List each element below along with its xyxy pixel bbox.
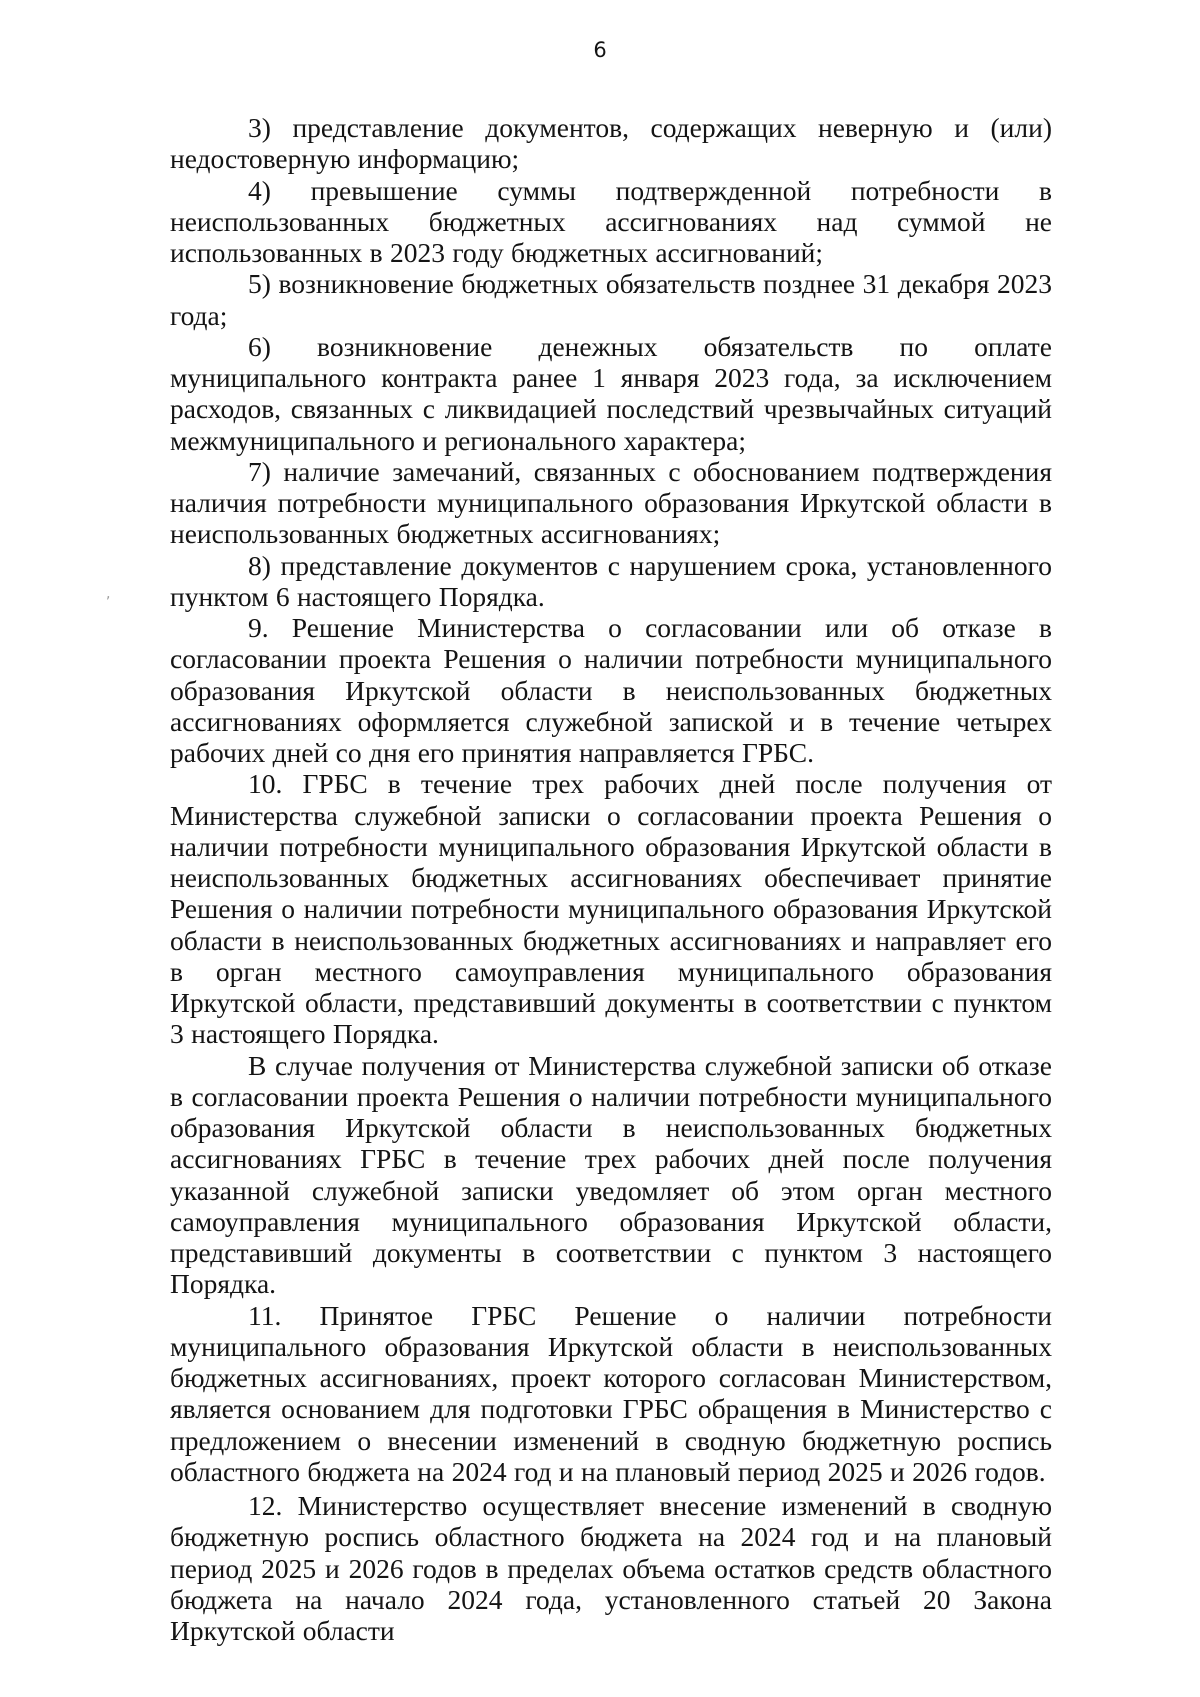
list-item-7: 7) наличие замечаний, связанных с обоснованием подтверждения наличия потребности муниципального образования Иркутской области в неиспользованных бюджетных ассигнованиях; xyxy=(170,455,1052,550)
clause-12: 12. Министерство осуществляет внесение изменений в сводную бюджетную роспись областного бюджета на 2024 год и на плановый период 2025 и 2026 годов в пределах объема остатков средств областного бюджета на начало 2024 года, установленного статьей 20 Закона Иркутской области xyxy=(170,1490,1052,1646)
list-item-3: 3) представление документов, содержащих неверную и (или) недостоверную информацию; xyxy=(170,112,1052,175)
page-number: 6 xyxy=(593,38,607,62)
scan-mark: , xyxy=(106,586,111,602)
list-item-5: 5) возникновение бюджетных обязательств позднее 31 декабря 2023 года; xyxy=(170,268,1052,331)
clause-10: 10. ГРБС в течение трех рабочих дней после получения от Министерства служебной записки о согласовании проекта Решения о наличии потребности муниципального образования Иркутской области в неиспользованных бюджетных ассигнованиях обеспечивает принятие Решения о наличии потребности муниципального образования Иркутской области в неиспользованных бюджетных ассигнованиях и направляет его в орган местного самоуправления муниципального образования Иркутской области, представивший документы в соответствии с пунктом 3 настоящего Порядка. xyxy=(170,768,1052,1050)
list-item-6: 6) возникновение денежных обязательств по оплате муниципального контракта ранее 1 января 2023 года, за исключением расходов, связанных с ликвидацией последствий чрезвычайных ситуаций межмуниципального и регионального характера; xyxy=(170,330,1052,456)
document-body xyxy=(170,112,1052,1646)
clause-11: 11. Принятое ГРБС Решение о наличии потребности муниципального образования Иркутской области в неиспользованных бюджетных ассигнованиях, проект которого согласован Министерством, является основанием для подготовки ГРБС обращения в Министерство с предложением о внесении изменений в сводную бюджетную роспись областного бюджета на 2024 год и на плановый период 2025 и 2026 годов. xyxy=(170,1299,1052,1487)
list-item-8: 8) представление документов с нарушением срока, установленного пунктом 6 настоящего Порядка. xyxy=(170,549,1052,612)
clause-10-refusal-paragraph: В случае получения от Министерства служебной записки об отказе в согласовании проекта Решения о наличии потребности муниципального образования Иркутской области в неиспользованных бюджетных ассигнованиях ГРБС в течение трех рабочих дней после получения указанной служебной записки уведомляет об этом орган местного самоуправления муниципального образования Иркутской области, представивший документы в соответствии с пунктом 3 настоящего Порядка. xyxy=(170,1049,1052,1300)
list-item-4: 4) превышение суммы подтвержденной потребности в неиспользованных бюджетных ассигнованиях над суммой не использованных в 2023 году бюджетных ассигнований; xyxy=(170,174,1052,268)
clause-9: 9. Решение Министерства о согласовании или об отказе в согласовании проекта Решения о наличии потребности муниципального образования Иркутской области в неиспользованных бюджетных ассигнованиях оформляется служебной запиской и в течение четырех рабочих дней со дня его принятия направляется ГРБС. xyxy=(170,612,1052,768)
